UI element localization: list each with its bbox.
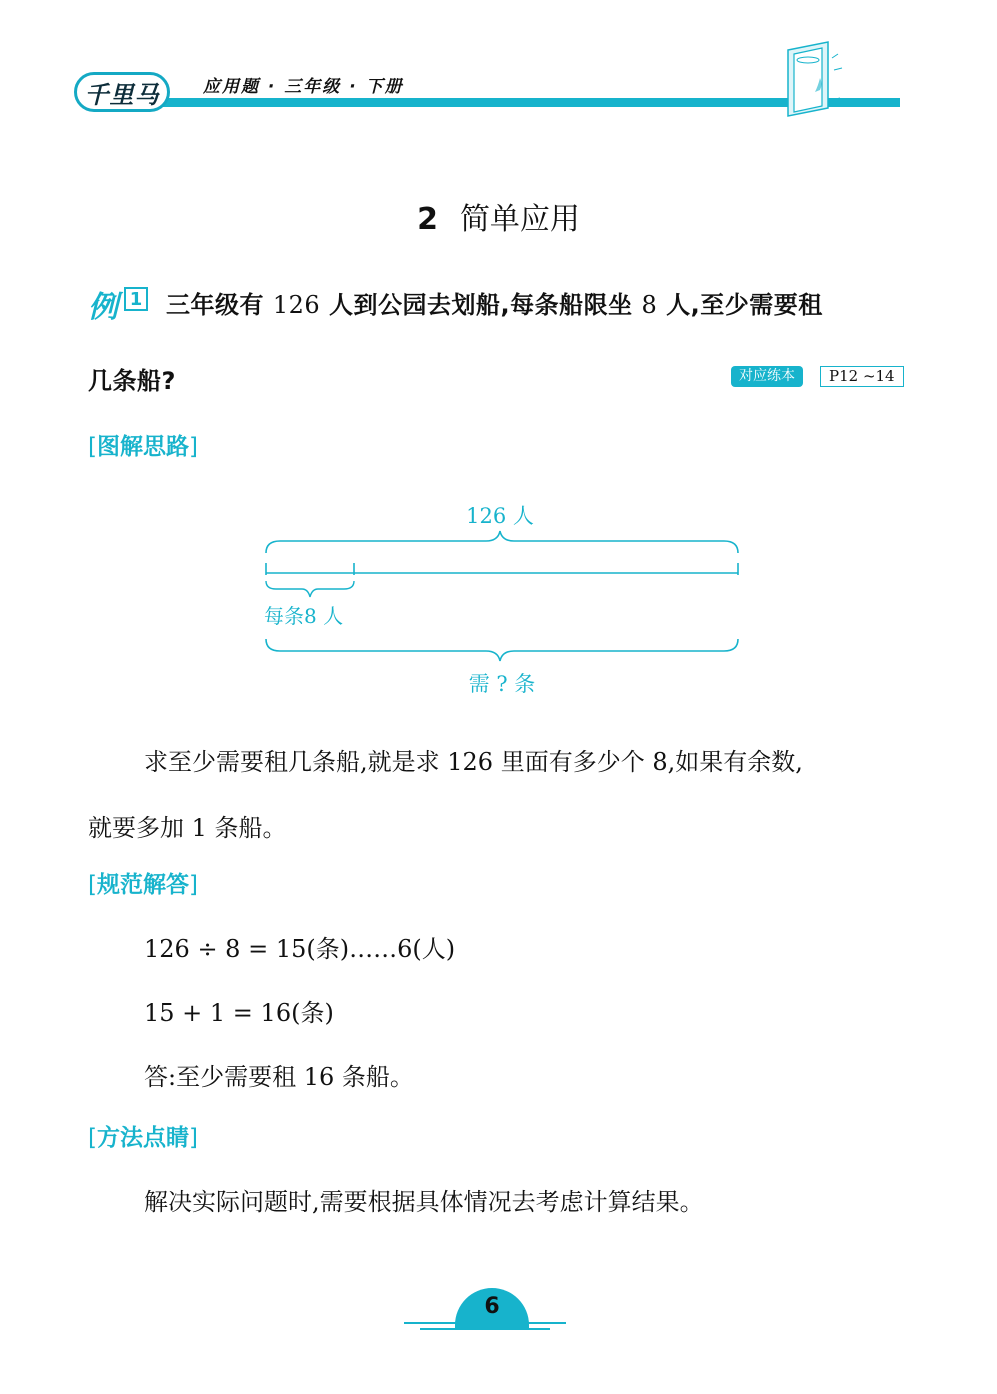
page-number: 6 [484, 1294, 500, 1319]
each-brace [266, 581, 354, 597]
solution-line-1: 126 ÷ 8 = 15(条)……6(人) [144, 935, 456, 963]
bracket-open: [ [88, 434, 97, 460]
analysis-heading [88, 428, 198, 461]
method-heading-text: 方法点睛 [96, 1125, 189, 1151]
practice-page-ref: P12 ~14 [820, 366, 904, 387]
solution-heading-text: 规范解答 [96, 872, 189, 898]
method-heading [88, 1119, 198, 1152]
total-label: 126 人 [466, 504, 534, 528]
analysis-paragraph-line-2: 就要多加 1 条船。 [88, 814, 287, 842]
footer-line [420, 1328, 550, 1330]
example-number: 1 [124, 287, 148, 311]
practice-tag: 对应练本 [731, 366, 803, 387]
analysis-paragraph-line-1: 求至少需要租几条船,就是求 126 里面有多少个 8,如果有余数, [144, 748, 803, 776]
problem-number: 8 [641, 291, 658, 319]
footer-line [404, 1322, 566, 1324]
question-brace [266, 639, 738, 661]
each-label: 每条8 人 [264, 604, 344, 628]
solution-line-2: 15 + 1 = 16(条) [144, 999, 334, 1027]
problem-text: 人,至少需要租 [666, 291, 823, 319]
line-segment-diagram [250, 495, 750, 705]
solution-answer: 答:至少需要租 16 条船。 [144, 1063, 414, 1091]
open-book-door-icon [770, 40, 850, 120]
bracket-close: ] [188, 434, 198, 460]
section-title-text: 简单应用 [459, 202, 580, 237]
bracket-open: [ [88, 1125, 97, 1151]
problem-text: 三年级有 [166, 291, 264, 319]
question-label: 需 ? 条 [468, 672, 536, 696]
solution-heading [88, 866, 198, 899]
problem-text: 人到公园去划船,每条船限坐 [329, 291, 633, 319]
bracket-close: ] [188, 1125, 198, 1151]
analysis-heading-text: 图解思路 [96, 434, 189, 460]
problem-number: 126 [272, 291, 321, 319]
section-title [0, 194, 997, 238]
total-brace [266, 531, 738, 553]
problem-line-2: 几条船? [88, 367, 176, 395]
example-label: 例 [88, 290, 118, 325]
book-title: 应用题 · 三年级 · 下册 [203, 77, 404, 97]
method-text: 解决实际问题时,需要根据具体情况去考虑计算结果。 [144, 1188, 704, 1216]
bracket-close: ] [188, 872, 198, 898]
bracket-open: [ [88, 872, 97, 898]
series-logo: 千里马 [74, 72, 170, 112]
problem-line-1 [166, 285, 823, 320]
section-number: 2 [417, 202, 438, 237]
